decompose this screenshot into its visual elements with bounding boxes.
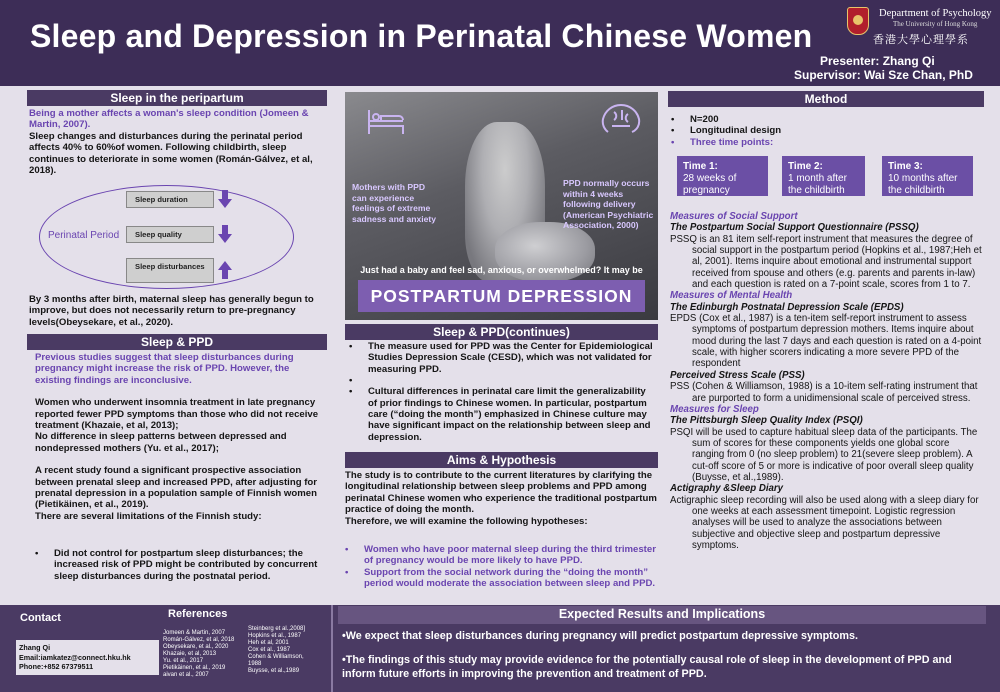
reference-item: Hopkins et al., 1987 [248, 633, 302, 639]
supervisor: Supervisor: Wai Sze Chan, PhD [794, 68, 973, 82]
ppd-feelings-text: Mothers with PPD can experience feelings of extreme sadness and anxiety [352, 182, 437, 224]
section-heading-sleep-ppd: Sleep & PPD [27, 334, 327, 350]
list-item: • Did not control for postpartum sleep disturbances; the increased risk of PPD might be contributed by concurrent sleep disturbances during the postnatal period. [27, 548, 323, 582]
photo-subtitle: Just had a baby and feel sad, anxious, or overwhelmed? It may be [360, 265, 643, 275]
time-point-label: Time 2: [788, 161, 823, 172]
section-heading-sleep-peripartum: Sleep in the peripartum [27, 90, 327, 106]
sleep-peripartum-p1: Sleep changes and disturbances during the perinatal period affects 40% to 60%of women. Following childbirth, sleep continues to deteriorate in some women (Román-Gálvez, et al, 2018). [29, 130, 313, 177]
epds-heading: The Edinburgh Postnatal Depression Scale (EPDS) [670, 301, 904, 313]
crest-icon [847, 7, 869, 35]
reference-item: Yu. et al., 2017 [163, 658, 204, 664]
pssq-text: PSSQ is an 81 item self-report instrument that measures the degree of social support in the postpartum period (Hopkins et al., 1987;Heh et al, 2001). Items inquire about emotional and instrumental support received from spouse and others (e.g. parents and parents in-law) and each question is rated on a 7-point scale, scores from 1 to 7. [670, 233, 982, 291]
postpartum-depression-banner: POSTPARTUM DEPRESSION [358, 280, 645, 312]
list-item: • The measure used for PPD was the Center for Epidemiological Studies Depression Scale (CESD), which was not validated for measuring PPD. [341, 341, 657, 375]
reference-item: Román-Gálvez, et al, 2018 [163, 637, 235, 643]
measures-social-heading: Measures of Social Support [670, 211, 798, 222]
ppd-onset-text: PPD normally occurs within 4 weeks following delivery (American Psychiatric Association, 2000) [563, 178, 654, 230]
time-point-desc: 28 weeks of pregnancy [683, 173, 737, 196]
results-p1: •We expect that sleep disturbances during pregnancy will predict postpartum depressive symptoms. [342, 630, 858, 642]
results-p2: •The findings of this study may provide evidence for the potentially causal role of sleep in the development of PPD and inform future efforts in improving the prevention and treatment of PPD. [342, 654, 952, 680]
time-point-3 [882, 156, 973, 196]
reference-item: Cox et al., 1987 [248, 647, 291, 653]
divider [331, 605, 333, 692]
sleep-quality-box: Sleep quality [126, 226, 214, 243]
aims-p1: The study is to contribute to the current literatures by clarifying the longitudinal relationship between sleep problems and PPD among perinatal Chinese women who experience the traditional postpartum practice of doing the month. [345, 470, 657, 516]
measures-mental-heading: Measures of Mental Health [670, 290, 793, 302]
pss-text: PSS (Cohen & Williamson, 1988) is a 10-item self-rating instrument that are purported to form a unidimensional scale of perceived stress. [670, 381, 978, 404]
sleep-ppd-p4: There are several limitations of the Finnish study: [35, 510, 262, 522]
references-heading: References [168, 608, 228, 620]
list-item: • Support from the social network during the “doing the month” period would moderate the association between sleep and PPD. [337, 567, 657, 590]
sleep-peripartum-p2: By 3 months after birth, maternal sleep has generally begun to improve, but does not necessarily return to pre-pregnancy levels(Obeysekare, et al., 2020). [29, 294, 314, 328]
epds-text: EPDS (Cox et al., 1987) is a ten-item self-report instrument to assess symptoms of postpartum depression mothers. Items inquire about mood during the last 7 days and each question is rated on a 4-point scale, with higher scorers indicating a more severe PPD of the respondent [670, 313, 982, 370]
time-point-desc: 1 month after the childbirth [788, 173, 847, 196]
sleep-ppd-p1: Women who underwent insomnia treatment in late pregnancy reported fewer PPD symptoms than those who did not receive treatment (Khazaie, et al, 2013); [35, 397, 319, 432]
results-body [342, 629, 982, 681]
reference-item: Obeysekare, et al., 2020 [163, 644, 229, 650]
psqi-heading: The Pittsburgh Sleep Quality Index (PSQI) [670, 415, 863, 427]
brain-icon [600, 102, 642, 138]
perinatal-sleep-diagram [34, 183, 324, 291]
logo-chinese: 香港大學心理學系 [873, 34, 969, 46]
contact-name: Zhang Qi [19, 643, 51, 652]
reference-item: aivan et al., 2007 [163, 672, 209, 678]
method-body [670, 211, 982, 551]
measures-sleep-heading: Measures for Sleep [670, 403, 759, 415]
reference-item: Jomeen & Martin, 2007 [163, 630, 226, 636]
arrow-up-icon [218, 261, 232, 279]
list-item: • Longitudinal design [663, 125, 973, 136]
sleep-peripartum-intro: Being a mother affects a woman's sleep condition (Jomeen & Martin, 2007). [29, 108, 309, 131]
university-logo [843, 5, 993, 45]
reference-item: Steinberg et al.,2008] [248, 626, 306, 632]
spacer [341, 375, 657, 386]
section-heading-method: Method [668, 91, 984, 107]
contact-phone: Phone:+852 67379511 [19, 662, 94, 671]
time-point-label: Time 3: [888, 161, 923, 172]
sleep-peripartum-body [29, 108, 325, 176]
actigraphy-text: Actigraphic sleep recording will also be used along with a sleep diary for one weeks at each assessment timepoint. Logistic regression analyses will be used to analyze the associations between subjective and objective sleep and postpartum depressive symptoms. [670, 494, 979, 551]
aims-body [345, 470, 657, 527]
hypotheses-list [337, 544, 657, 590]
references-col1 [163, 630, 234, 679]
list-item: • Three time points: [663, 137, 973, 148]
pss-heading: Perceived Stress Scale (PSS) [670, 369, 805, 381]
sleep-duration-box: Sleep duration [126, 191, 214, 208]
perinatal-period-label: Perinatal Period [48, 230, 120, 241]
contact-heading: Contact [20, 612, 61, 624]
logo-university: The University of Hong Kong [893, 20, 978, 28]
logo-department: Department of Psychology [879, 8, 992, 19]
reference-item: Pietikäinen, et al., 2019 [163, 665, 226, 671]
section-heading-results: Expected Results and Implications [558, 607, 766, 621]
poster-title: Sleep and Depression in Perinatal Chinese Women [30, 18, 813, 54]
list-item: • N=200 [663, 114, 973, 125]
references-col2 [248, 626, 318, 675]
bed-icon [367, 108, 405, 136]
reference-item: Heh et al, 2001 [248, 640, 289, 646]
arrow-down-icon [218, 190, 232, 208]
time-point-2 [782, 156, 865, 196]
list-item: • Women who have poor maternal sleep during the third trimester of pregnancy would be more likely to have PPD. [337, 544, 657, 567]
section-heading-aims: Aims & Hypothesis [345, 452, 658, 468]
time-point-1 [677, 156, 768, 196]
presenter: Presenter: Zhang Qi [820, 54, 935, 68]
time-point-label: Time 1: [683, 161, 718, 172]
actigraphy-heading: Actigraphy &Sleep Diary [670, 483, 784, 495]
psqi-text: PSQI will be used to capture habitual sleep data of the participants. The sum of scores for these components yields one global score ranging from 0 (no sleep problem) to 21(severe sleep problem). A cut-off score of 5 or more is indicative of poor overall sleep quality (Buysse, et al.,1989). [670, 426, 978, 483]
sleep-ppd-limitations [27, 548, 323, 582]
reference-item: Khazaie, et al, 2013 [163, 651, 217, 657]
section-heading-sleep-ppd-continues: Sleep & PPD(continues) [345, 324, 658, 340]
list-item: • Cultural differences in perinatal care limit the generalizability of prior findings to Chinese women. In particular, postpartum care (“doing the month”) emphasized in Chinese culture may have significant impact on the relationship between sleep and depression. [341, 386, 657, 443]
sleep-disturbances-box: Sleep disturbances [126, 258, 214, 283]
method-bullets [663, 114, 973, 148]
reference-item: Cohen & Williamson, 1988 [248, 654, 304, 667]
contact-email[interactable]: Email:iamkatez@connect.hku.hk [19, 652, 131, 662]
sleep-ppd-continues-list [341, 341, 657, 443]
aims-p2: Therefore, we will examine the following hypotheses: [345, 515, 588, 527]
sleep-ppd-intro: Previous studies suggest that sleep disturbances during pregnancy might increase the risk of PPD. However, the existing findings are inconclusive. [35, 352, 294, 386]
postpartum-depression-image [345, 92, 658, 320]
time-point-desc: 10 months after the childbirth [888, 173, 958, 196]
contact-details [19, 643, 131, 672]
pssq-heading: The Postpartum Social Support Questionnaire (PSSQ) [670, 222, 919, 234]
sleep-ppd-body [35, 352, 323, 522]
reference-item: Buysse, et al.,1989 [248, 668, 300, 674]
arrow-down-icon [218, 225, 232, 243]
sleep-ppd-p3: A recent study found a significant prospective association between prenatal sleep and increased PPD, after adjusting for prenatal depression in a population sample of Finnish women (Pietikäinen, et al., 2019). [35, 465, 318, 511]
sleep-ppd-p2: No difference in sleep patterns between depressed and nondepressed mothers (Yu. et al., 2017); [35, 431, 287, 454]
